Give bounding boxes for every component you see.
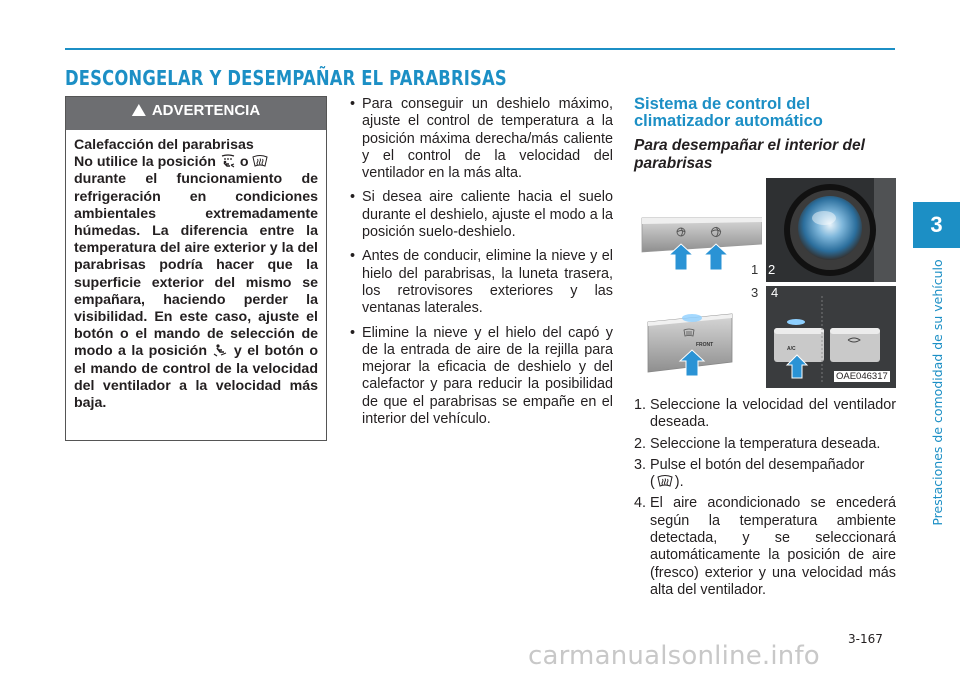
chapter-tab: 3: [913, 202, 960, 248]
list-item: • Elimine la nieve y el hielo del capó y de la entrada de aire de la rejilla para mejorar la eficacia de deshielo y del calefactor y para reducir la posibilidad de que el parabrisas se empañe en el interior del vehículo.: [349, 325, 613, 429]
list-item: 3. Pulse el botón del desempañador ( ).: [634, 456, 865, 491]
warning-title: Calefacción del parabrisas: [74, 137, 254, 153]
chapter-title-vertical: [930, 255, 950, 530]
list-item: [634, 397, 896, 432]
step-text: Seleccione la temperatura deseada.: [650, 435, 881, 452]
figure-code: OAE046317: [836, 371, 888, 382]
subsection-subheading: Para desempañar el interior del parabrisas: [634, 137, 865, 172]
watermark: carmanualsonline.info: [528, 641, 820, 671]
warning-triangle-icon: [132, 104, 146, 116]
step-number: 2.: [634, 435, 647, 452]
subsection-heading: Sistema de control del climatizador automático: [634, 95, 823, 130]
steps-list: [634, 397, 896, 603]
warning-text: [74, 154, 318, 412]
step-number: 4.: [634, 495, 647, 512]
list-item: [634, 495, 896, 599]
step-number: 1.: [634, 397, 647, 413]
list-item: • Antes de conducir, elimine la nieve y el hielo del parabrisas, la luneta trasera, los retrovisores exteriores y las ventanas laterales.: [349, 248, 613, 317]
list-item: • Para conseguir un deshielo máximo, ajuste el control de temperatura a la posición máxima derecha/más caliente y el control de la velocidad del ventilador en la más alta.: [349, 96, 613, 182]
defrost-icon: [252, 154, 268, 168]
step-text: Pulse el botón del desempañador: [650, 456, 865, 473]
warning-label-wrap: [132, 102, 260, 119]
warning-box: [65, 96, 327, 441]
step-number: 3.: [634, 456, 647, 473]
list-item: • Si desea aire caliente hacia el suelo durante el deshielo, ajuste el modo a la posición suelo-deshielo.: [349, 189, 613, 241]
front-button-label: FRONT: [696, 342, 714, 348]
warning-text-a: No utilice la posición: [74, 154, 216, 171]
list-item: [634, 436, 896, 453]
floor-defrost-icon: [220, 154, 236, 168]
warning-text-or: o: [239, 154, 249, 171]
warning-label: ADVERTENCIA: [151, 102, 261, 119]
warning-text-b: durante el funcionamiento de refrigeración en condiciones ambientales extremadamente húmedas. La diferencia entre la temperatura del aire exterior y la del parabrisas podría hacer que la superficie exterior del mismo se empañara, haciendo perder la visibilidad. En este caso, ajuste el botón o el mando de selección de modo a la posición: [74, 171, 318, 360]
warning-body: [74, 137, 318, 412]
floor-icon: [212, 343, 228, 357]
step-text: Seleccione la velocidad del ventilador deseada.: [650, 397, 896, 431]
callout-4: 4: [771, 285, 779, 300]
callout-2: 2: [768, 262, 776, 277]
middle-column: [349, 96, 613, 435]
ac-button-label: A/C: [787, 346, 796, 352]
step-text: El aire acondicionado se encederá según la temperatura ambiente detectada, y se seleccionará automáticamente la posición de aire (fresco) exterior y una velocidad más alta del ventilador.: [650, 495, 896, 598]
section-title: DESCONGELAR Y DESEMPAÑAR EL PARABRISAS: [65, 66, 507, 90]
defrost-icon: [657, 474, 673, 488]
climate-control-figure: [634, 178, 896, 388]
page-number: 3-167: [848, 632, 883, 646]
tips-list: [349, 96, 613, 428]
callout-3: 3: [751, 285, 759, 300]
figure-illustration: [634, 178, 896, 388]
header-rule: [65, 48, 895, 50]
callout-1: 1: [751, 262, 759, 277]
chapter-title: Prestaciones de comodidad de su vehículo: [930, 259, 945, 526]
warning-text-c: y el botón o el mando de control de la velocidad del ventilador a la velocidad más baja.: [74, 343, 319, 412]
